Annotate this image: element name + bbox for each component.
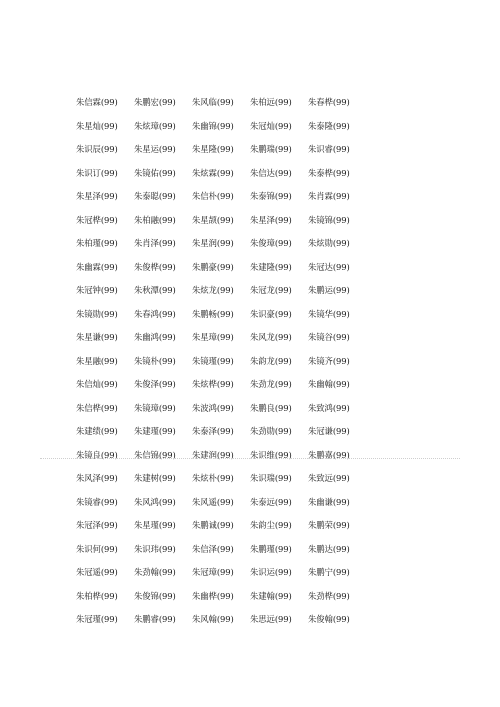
name-cell: 朱俊翰(99) <box>308 614 350 624</box>
name-cell: 朱泰锦(99) <box>250 191 292 201</box>
name-cell: 朱镜齐(99) <box>308 355 350 366</box>
name-cell: 朱春桦(99) <box>308 97 350 107</box>
name-cell: 朱信桦(99) <box>76 402 118 413</box>
name-cell: 朱炫勋(99) <box>308 238 350 248</box>
name-cell: 朱建翰(99) <box>250 590 292 601</box>
name-cell: 朱信泽(99) <box>192 543 234 554</box>
name-cell: 朱鹏睿(99) <box>134 614 176 624</box>
name-cell: 朱建瑾(99) <box>134 426 176 436</box>
name-cell: 朱柏远(99) <box>250 97 292 107</box>
name-cell: 朱炫朴(99) <box>192 473 234 483</box>
name-cell: 朱肖泽(99) <box>134 238 176 248</box>
name-cell: 朱韵尘(99) <box>250 520 292 530</box>
name-cell: 朱星润(99) <box>192 238 234 248</box>
name-cell: 朱俊泽(99) <box>134 379 176 389</box>
name-cell: 朱炫霖(99) <box>192 167 234 178</box>
name-cell: 朱识辰(99) <box>76 144 118 154</box>
name-cell: 朱镜朴(99) <box>134 355 176 366</box>
name-cell: 朱风翰(99) <box>192 614 234 624</box>
name-cell: 朱建树(99) <box>134 473 176 483</box>
name-cell: 朱柏瑾(99) <box>76 238 118 248</box>
name-cell: 朱鹏诚(99) <box>192 520 234 530</box>
name-cell: 朱冠谦(99) <box>308 426 350 436</box>
name-cell: 朱星融(99) <box>76 355 118 366</box>
name-cell: 朱镜锦(99) <box>308 214 350 225</box>
name-cell: 朱思远(99) <box>250 614 292 624</box>
name-cell: 朱星璋(99) <box>192 332 234 342</box>
name-cell: 朱炫璋(99) <box>134 120 176 131</box>
name-cell: 朱韵龙(99) <box>250 355 292 366</box>
name-cell: 朱信灿(99) <box>76 379 118 389</box>
name-cell: 朱肖霖(99) <box>308 191 350 201</box>
name-cell: 朱劲龙(99) <box>250 379 292 389</box>
name-cell: 朱风龙(99) <box>250 332 292 342</box>
name-cell: 朱鹏良(99) <box>250 402 292 413</box>
name-cell: 朱俊桦(99) <box>134 261 176 272</box>
name-cell: 朱镜睿(99) <box>76 496 118 507</box>
name-cell: 朱泰远(99) <box>250 496 292 507</box>
name-cell: 朱冠遥(99) <box>76 567 118 577</box>
name-cell: 朱春鸿(99) <box>134 308 176 319</box>
name-cell: 朱识订(99) <box>76 167 118 178</box>
name-cell: 朱冠桦(99) <box>76 214 118 225</box>
name-cell: 朱镜璋(99) <box>134 402 176 413</box>
name-cell: 朱炫桦(99) <box>192 379 234 389</box>
name-cell: 朱镜谷(99) <box>308 332 350 342</box>
name-cell: 朱星灿(99) <box>76 120 118 131</box>
name-cell: 朱星隆(99) <box>192 144 234 154</box>
name-cell: 朱星谦(99) <box>76 332 118 342</box>
name-cell: 朱识何(99) <box>76 543 118 554</box>
name-cell: 朱镜华(99) <box>308 308 350 319</box>
name-cell: 朱泰泽(99) <box>192 426 234 436</box>
name-cell: 朱冠钟(99) <box>76 285 118 295</box>
name-cell: 朱风遥(99) <box>192 496 234 507</box>
name-cell: 朱识玮(99) <box>134 543 176 554</box>
name-cell: 朱泰聪(99) <box>134 191 176 201</box>
name-cell: 朱鹏瑾(99) <box>250 543 292 554</box>
name-cell: 朱镜瑾(99) <box>192 355 234 366</box>
name-cell: 朱建绩(99) <box>76 426 118 436</box>
name-cell: 朱泰桦(99) <box>308 167 350 178</box>
dotted-divider <box>40 458 460 459</box>
name-cell: 朱冠瑾(99) <box>76 614 118 624</box>
name-cell: 朱识维(99) <box>250 449 292 460</box>
name-cell: 朱信朴(99) <box>192 191 234 201</box>
name-cell: 朱鹏宏(99) <box>134 97 176 107</box>
name-cell: 朱星泽(99) <box>250 214 292 225</box>
name-cell: 朱冠龙(99) <box>250 285 292 295</box>
name-cell: 朱识豪(99) <box>250 308 292 319</box>
name-cell: 朱秋潭(99) <box>134 285 176 295</box>
name-cell: 朱鹏运(99) <box>308 285 350 295</box>
name-cell: 朱劲桦(99) <box>308 590 350 601</box>
name-cell: 朱镜勋(99) <box>76 308 118 319</box>
name-cell: 朱识瑞(99) <box>250 473 292 483</box>
name-cell: 朱幽桦(99) <box>192 590 234 601</box>
name-cell: 朱波鸿(99) <box>192 402 234 413</box>
name-cell: 朱冠璋(99) <box>192 567 234 577</box>
name-cell: 朱鹏宁(99) <box>308 567 350 577</box>
name-cell: 朱风泽(99) <box>76 473 118 483</box>
name-cell: 朱鹏豪(99) <box>192 261 234 272</box>
name-cell: 朱鹏嘉(99) <box>308 449 350 460</box>
name-cell: 朱星泽(99) <box>76 191 118 201</box>
name-cell: 朱鹏畅(99) <box>192 308 234 319</box>
name-cell: 朱信霖(99) <box>76 97 118 107</box>
name-cell: 朱风鸿(99) <box>134 496 176 507</box>
name-cell: 朱冠灿(99) <box>250 120 292 131</box>
name-cell: 朱柏桦(99) <box>76 590 118 601</box>
name-cell: 朱星运(99) <box>134 144 176 154</box>
name-cell: 朱鹏荣(99) <box>308 520 350 530</box>
names-table <box>76 96 366 637</box>
name-cell: 朱鹏达(99) <box>308 543 350 554</box>
name-cell: 朱建润(99) <box>192 449 234 460</box>
name-cell: 朱致远(99) <box>308 473 350 483</box>
name-cell: 朱冠达(99) <box>308 261 350 272</box>
name-cell: 朱鹏瑞(99) <box>250 144 292 154</box>
name-cell: 朱识运(99) <box>250 567 292 577</box>
name-cell: 朱致鸿(99) <box>308 402 350 413</box>
name-cell: 朱幽翰(99) <box>308 379 350 389</box>
name-cell: 朱风临(99) <box>192 97 234 107</box>
name-cell: 朱炫龙(99) <box>192 285 234 295</box>
name-cell: 朱镜良(99) <box>76 449 118 460</box>
name-cell: 朱俊锦(99) <box>134 590 176 601</box>
name-cell: 朱柏融(99) <box>134 214 176 225</box>
name-cell: 朱信达(99) <box>250 167 292 178</box>
name-cell: 朱劲翰(99) <box>134 567 176 577</box>
name-cell: 朱冠泽(99) <box>76 520 118 530</box>
name-cell: 朱劲勋(99) <box>250 426 292 436</box>
name-cell: 朱幽谦(99) <box>308 496 350 507</box>
name-cell: 朱信锦(99) <box>134 449 176 460</box>
name-cell: 朱星瑾(99) <box>134 520 176 530</box>
name-cell: 朱识睿(99) <box>308 144 350 154</box>
name-cell: 朱俊璋(99) <box>250 238 292 248</box>
name-cell: 朱建隆(99) <box>250 261 292 272</box>
name-cell: 朱镜佑(99) <box>134 167 176 178</box>
name-cell: 朱幽霖(99) <box>76 261 118 272</box>
name-cell: 朱幽锦(99) <box>192 120 234 131</box>
name-cell: 朱幽鸿(99) <box>134 332 176 342</box>
name-cell: 朱泰隆(99) <box>308 120 350 131</box>
name-cell: 朱星颉(99) <box>192 214 234 225</box>
